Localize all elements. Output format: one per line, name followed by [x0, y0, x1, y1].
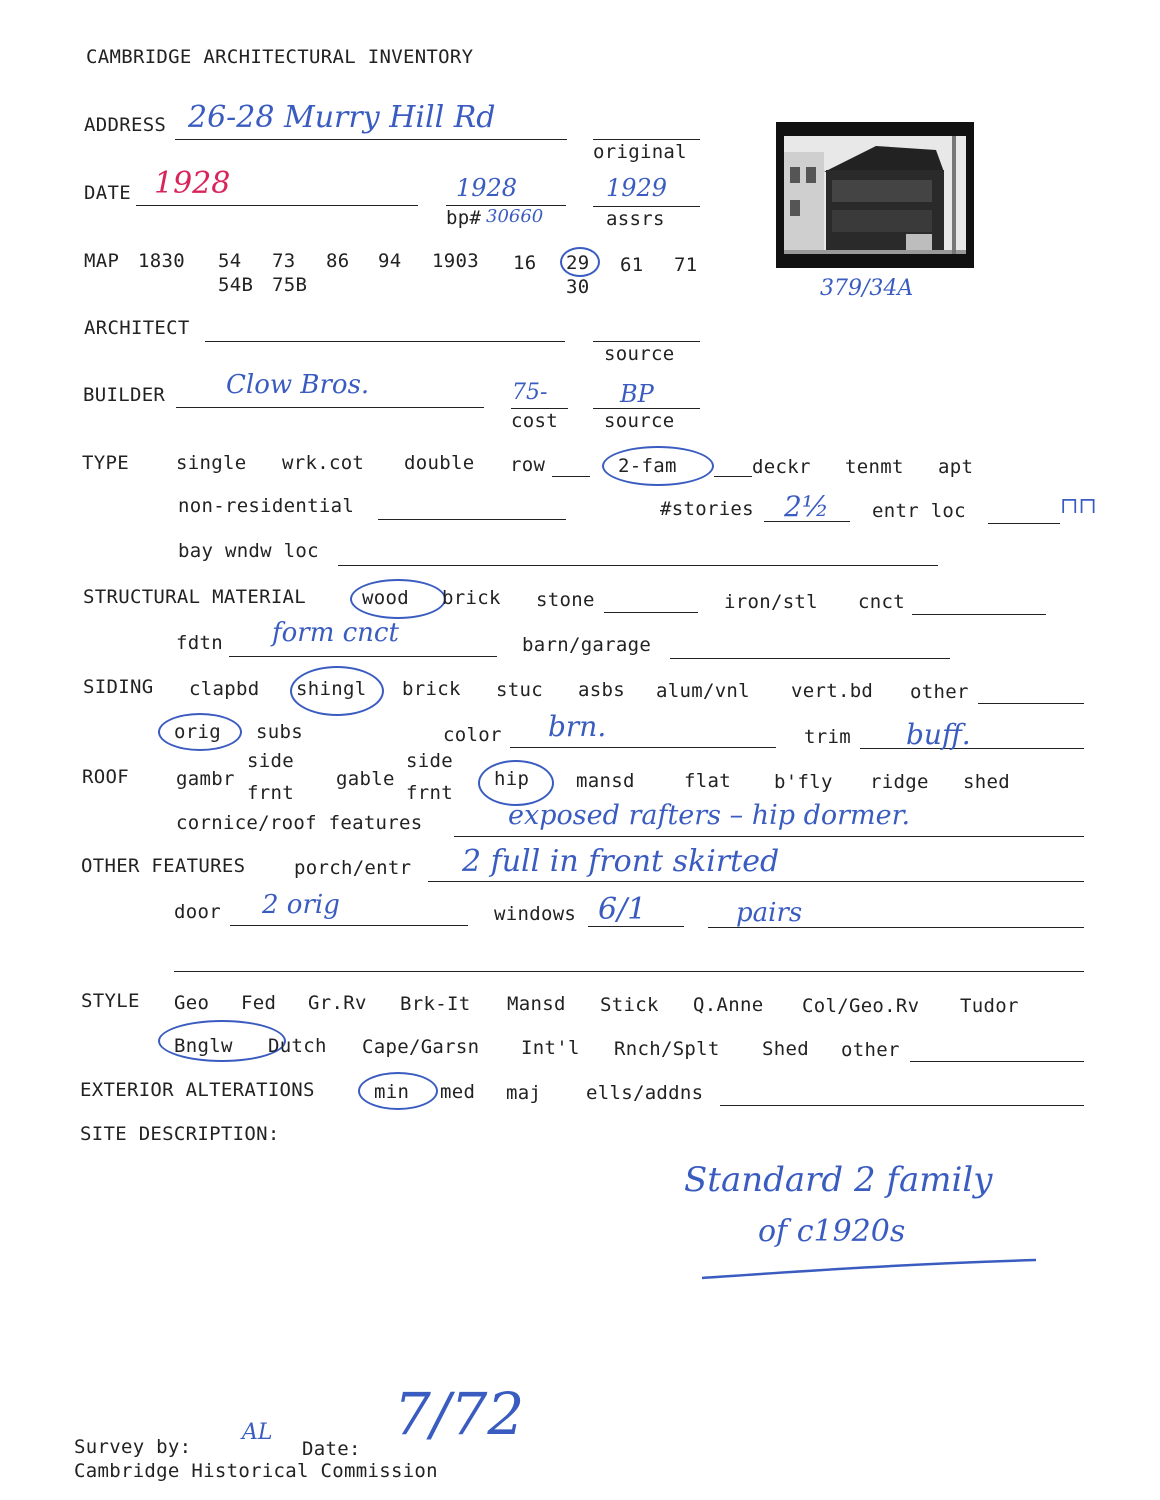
date-value: 1928 — [154, 166, 231, 201]
date-label: DATE — [84, 182, 131, 204]
style-label: STYLE — [81, 990, 140, 1012]
windows-note: pairs — [736, 898, 803, 928]
stories-value: 2½ — [784, 490, 829, 523]
site-label: SITE DESCRIPTION: — [80, 1123, 280, 1145]
style-tudor: Tudor — [960, 995, 1019, 1017]
trim-label: trim — [804, 726, 851, 748]
type-double: double — [404, 452, 475, 474]
siding-asbs: asbs — [578, 679, 625, 701]
map-86: 86 — [326, 250, 350, 272]
style-grrv: Gr.Rv — [308, 992, 367, 1014]
fdtn-value: form cnct — [272, 618, 399, 648]
siding-brick: brick — [402, 678, 461, 700]
windows-value: 6/1 — [598, 892, 647, 927]
map-73: 73 — [272, 250, 296, 272]
survey-label: Survey by: — [74, 1436, 192, 1458]
color-value: brn. — [548, 710, 607, 743]
structural-brick: brick — [442, 587, 501, 609]
map-29-circle — [560, 247, 600, 277]
roof-gambr-frnt: frnt — [247, 782, 294, 804]
siding-shingl-circle — [290, 666, 384, 716]
type-tenmt: tenmt — [845, 456, 904, 478]
map-61: 61 — [620, 254, 644, 276]
cornice-value: exposed rafters – hip dormer. — [508, 800, 911, 831]
entr-loc-value: ⊓⊓ — [1060, 494, 1097, 519]
building-photo — [776, 122, 974, 268]
builder-value: Clow Bros. — [226, 370, 370, 400]
style-colgeorv: Col/Geo.Rv — [802, 995, 920, 1017]
map-54b: 54B — [218, 274, 254, 296]
bp-number: 30660 — [486, 206, 544, 227]
entr-loc-label: entr loc — [872, 500, 966, 522]
type-deckr: deckr — [752, 456, 811, 478]
style-shed: Shed — [762, 1038, 809, 1060]
trim-value: buff. — [906, 718, 971, 751]
form-title: CAMBRIDGE ARCHITECTURAL INVENTORY — [86, 46, 474, 68]
siding-clapbd: clapbd — [189, 678, 260, 700]
address-value: 26-28 Murry Hill Rd — [188, 100, 496, 135]
roof-ridge: ridge — [870, 771, 929, 793]
roof-hip: hip — [494, 768, 530, 790]
assrs-year: 1929 — [606, 174, 668, 202]
style-capegarsn: Cape/Garsn — [362, 1036, 480, 1058]
cornice-label: cornice/roof features — [176, 812, 423, 834]
map-16: 16 — [513, 252, 537, 274]
site-note-line2: of c1920s — [758, 1214, 906, 1249]
siding-orig-circle — [158, 713, 242, 751]
map-29: 29 — [566, 252, 590, 274]
builder-source-label: source — [604, 410, 675, 432]
style-mansd: Mansd — [507, 993, 566, 1015]
style-dutch: Dutch — [268, 1035, 327, 1057]
porch-label: porch/entr — [294, 857, 412, 879]
structural-wood-circle — [350, 579, 446, 619]
map-label: MAP — [84, 250, 120, 272]
type-single: single — [176, 452, 247, 474]
roof-gable-frnt: frnt — [406, 782, 453, 804]
style-intl: Int'l — [521, 1037, 580, 1059]
roof-bfly: b'fly — [774, 771, 833, 793]
roof-flat: flat — [684, 770, 731, 792]
roof-shed: shed — [963, 771, 1010, 793]
color-label: color — [443, 724, 502, 746]
assrs-label: assrs — [606, 208, 665, 230]
cost-label: cost — [511, 410, 558, 432]
alterations-maj: maj — [506, 1082, 542, 1104]
survey-value: AL — [242, 1420, 273, 1445]
map-94: 94 — [378, 250, 402, 272]
style-brkit: Brk-It — [400, 993, 471, 1015]
footer-date-value: 7/72 — [394, 1380, 525, 1448]
fdtn-label: fdtn — [176, 632, 223, 654]
site-note-line1: Standard 2 family — [684, 1160, 993, 1200]
type-label: TYPE — [82, 452, 129, 474]
roof-gambr-side: side — [247, 750, 294, 772]
style-geo: Geo — [174, 992, 210, 1014]
structural-wood: wood — [362, 587, 409, 609]
siding-vertbd: vert.bd — [791, 680, 874, 702]
door-value: 2 orig — [262, 890, 340, 920]
structural-stone: stone — [536, 589, 595, 611]
structural-cnct: cnct — [858, 591, 905, 613]
map-75b: 75B — [272, 274, 308, 296]
map-54: 54 — [218, 250, 242, 272]
siding-alum: alum/vnl — [656, 680, 750, 702]
roof-gable-side: side — [406, 750, 453, 772]
commission-name: Cambridge Historical Commission — [74, 1460, 438, 1482]
cost-value: 75- — [512, 380, 548, 405]
siding-other: other — [910, 681, 969, 703]
siding-shingl: shingl — [296, 678, 367, 700]
roof-label: ROOF — [82, 766, 129, 788]
footer-date-label: Date: — [302, 1438, 361, 1460]
bay-window-label: bay wndw loc — [178, 540, 319, 562]
photo-caption: 379/34A — [820, 276, 914, 301]
bp-label: bp# — [446, 207, 482, 229]
siding-label: SIDING — [83, 676, 154, 698]
stories-label: #stories — [660, 498, 754, 520]
architect-source-label: source — [604, 343, 675, 365]
map-1903: 1903 — [432, 250, 479, 272]
barn-garage-label: barn/garage — [522, 634, 652, 656]
map-30: 30 — [566, 276, 590, 298]
roof-gambr: gambr — [176, 768, 235, 790]
other-features-label: OTHER FEATURES — [81, 855, 246, 877]
siding-stuc: stuc — [496, 679, 543, 701]
type-row: row — [510, 454, 546, 476]
alterations-label: EXTERIOR ALTERATIONS — [80, 1079, 315, 1101]
door-label: door — [174, 901, 221, 923]
site-underline — [700, 1258, 1040, 1282]
style-qanne: Q.Anne — [693, 994, 764, 1016]
style-other: other — [841, 1039, 900, 1061]
style-bnglw-circle — [158, 1020, 286, 1062]
bp-year: 1928 — [456, 174, 518, 202]
map-1830: 1830 — [138, 250, 185, 272]
type-wrkcot: wrk.cot — [282, 452, 365, 474]
alterations-min-circle — [358, 1072, 438, 1110]
alterations-med: med — [440, 1081, 476, 1103]
structural-label: STRUCTURAL MATERIAL — [83, 586, 307, 608]
structural-iron: iron/stl — [724, 591, 818, 613]
architect-label: ARCHITECT — [84, 317, 190, 339]
siding-subs: subs — [256, 721, 303, 743]
nonres-label: non-residential — [178, 495, 355, 517]
builder-label: BUILDER — [83, 384, 166, 406]
address-label: ADDRESS — [84, 114, 167, 136]
type-apt: apt — [938, 456, 974, 478]
style-bnglw: Bnglw — [174, 1035, 233, 1057]
porch-value: 2 full in front skirted — [462, 844, 780, 879]
alterations-ells: ells/addns — [586, 1082, 704, 1104]
alterations-min: min — [374, 1081, 410, 1103]
original-label: original — [593, 141, 687, 163]
type-2fam-circle — [602, 446, 714, 486]
style-rnchsplt: Rnch/Splt — [614, 1038, 720, 1060]
roof-mansd: mansd — [576, 770, 635, 792]
map-71: 71 — [674, 254, 698, 276]
builder-source-value: BP — [620, 380, 654, 408]
style-fed: Fed — [241, 992, 277, 1014]
type-2fam: 2-fam — [618, 455, 677, 477]
siding-orig: orig — [174, 721, 221, 743]
style-stick: Stick — [600, 994, 659, 1016]
roof-gable: gable — [336, 768, 395, 790]
windows-label: windows — [494, 903, 577, 925]
